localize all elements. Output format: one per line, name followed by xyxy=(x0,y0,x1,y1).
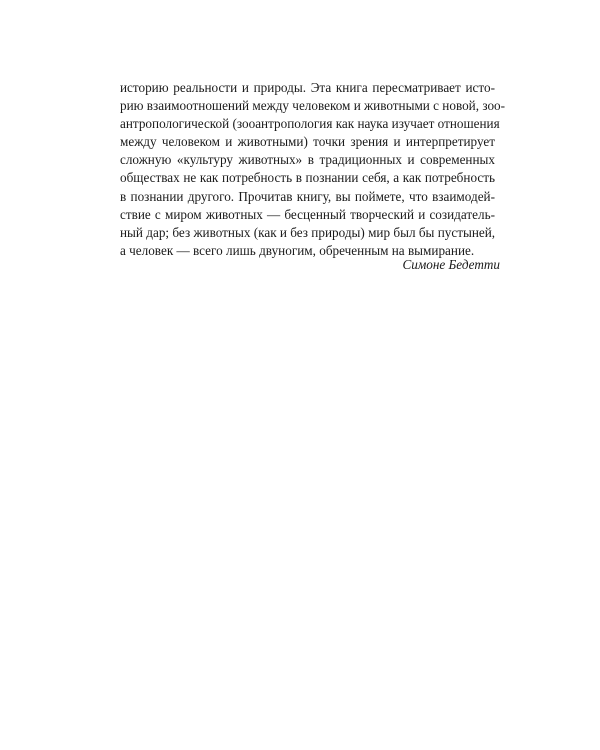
author-signature: Симоне Бедетти xyxy=(402,257,500,272)
paragraph-line: антропологической (зооантропология как наука изучает отношения xyxy=(120,116,500,132)
paragraph-line: рию взаимоотношений между человеком и животными с новой, зоо- xyxy=(120,98,506,114)
paragraph-line: в познании другого. Прочитав книгу, вы поймете, что взаимодей- xyxy=(120,188,495,204)
paragraph-line: историю реальности и природы. Эта книга пересматривает исто- xyxy=(120,80,495,95)
body-paragraph xyxy=(120,79,506,260)
paragraph-line: ный дар; без животных (как и без природы) мир был бы пустыней, xyxy=(120,224,496,240)
paragraph-line: обществах не как потребность в познании себя, а как потребность xyxy=(120,170,495,186)
paragraph-line: между человеком и животными) точки зрения и интерпретирует xyxy=(120,134,495,150)
paragraph-line: сложную «культуру животных» в традиционных и современных xyxy=(120,152,495,168)
paragraph-line: а человек — всего лишь двуногим, обреченным на вымирание. xyxy=(120,242,475,258)
paragraph-line: ствие с миром животных — бесценный творческий и созидатель- xyxy=(120,206,495,222)
